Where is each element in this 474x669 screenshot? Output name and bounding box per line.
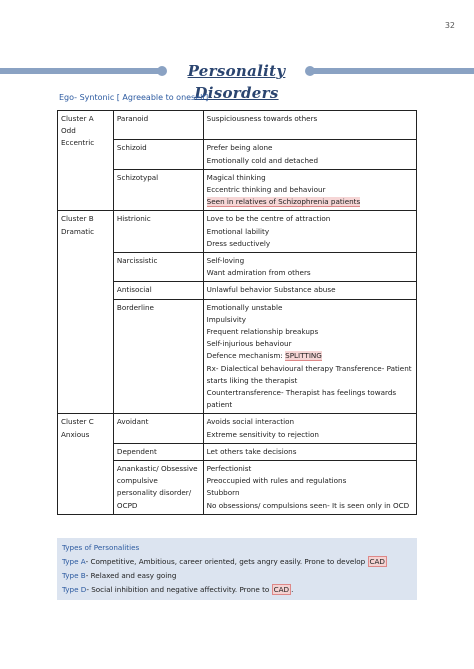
disorder-name: Histrionic xyxy=(116,214,151,224)
features-cell xyxy=(203,414,416,443)
spacer xyxy=(207,125,413,137)
title-rule-left xyxy=(0,68,159,74)
cluster-label: Cluster A xyxy=(61,114,94,123)
feature: Magical thinking xyxy=(206,172,266,182)
feature: Eccentric thinking and behaviour xyxy=(206,185,326,195)
feature: Preoccupied with rules and regulations xyxy=(206,476,347,486)
disorder-name-cell xyxy=(113,211,203,253)
type-d-text: - Social inhibition and negative affectivity. Prone to xyxy=(86,585,272,594)
disorder-name: Avoidant xyxy=(116,417,149,427)
feature: Avoids social interaction xyxy=(206,417,295,427)
features-cell xyxy=(203,111,416,140)
feature: Extreme sensitivity to rejection xyxy=(206,429,319,439)
types-of-personalities-box xyxy=(57,538,417,600)
cluster-label: Eccentric xyxy=(61,138,95,148)
disorder-name: Anankastic/ Obsessive xyxy=(116,464,198,474)
type-d-end: . xyxy=(291,585,294,594)
features-cell xyxy=(203,443,416,460)
personality-disorders-table xyxy=(57,110,417,515)
disorder-name: personality disorder/ xyxy=(116,488,192,498)
feature: No obsessions/ compulsions seen- It is seen only in OCD xyxy=(206,500,410,510)
feature: Emotionally unstable xyxy=(206,302,283,312)
feature: Emotional lability xyxy=(206,226,270,236)
disorder-name-cell xyxy=(113,253,203,282)
type-a-line xyxy=(62,555,412,569)
table-row xyxy=(58,211,417,253)
disorder-name-cell xyxy=(113,461,203,515)
features-cell xyxy=(203,169,416,211)
feature-highlight-wrap xyxy=(207,196,413,208)
feature: Perfectionist xyxy=(206,464,252,474)
feature: Frequent relationship breakups xyxy=(206,327,319,337)
features-cell xyxy=(203,211,416,253)
feature: Emotionally cold and detached xyxy=(206,155,319,165)
features-cell xyxy=(203,282,416,299)
title-rule-right xyxy=(312,68,474,74)
disorder-name: Borderline xyxy=(116,302,154,312)
type-d-key: Type D xyxy=(62,585,87,594)
disorder-name: Schizoid xyxy=(116,143,147,153)
type-b-text: - Relaxed and easy going xyxy=(85,571,177,580)
disorder-name: Antisocial xyxy=(116,285,152,295)
feature: Self-injurious behaviour xyxy=(206,339,292,349)
type-a-text: - Competitive, Ambitious, career oriented, gets angry easily. Prone to develop xyxy=(85,557,368,566)
defence-mechanism-value: SPLITTING xyxy=(285,351,322,361)
feature: Dress seductively xyxy=(206,238,271,248)
page-number: 32 xyxy=(444,21,455,30)
cluster-cell xyxy=(58,211,114,414)
disorder-name: Paranoid xyxy=(116,114,149,123)
features-cell xyxy=(203,299,416,414)
page-title: Personality Disorders xyxy=(187,62,286,102)
type-d-cad: CAD xyxy=(273,585,290,594)
type-a-cad: CAD xyxy=(369,557,385,566)
disorder-name-cell xyxy=(113,299,203,414)
cluster-cell xyxy=(58,111,114,211)
disorder-name-cell xyxy=(113,282,203,299)
feature: Prefer being alone xyxy=(206,143,273,153)
features-cell xyxy=(203,140,416,169)
type-b-line xyxy=(62,569,412,583)
type-d-line xyxy=(62,583,412,597)
feature: Suspiciousness towards others xyxy=(206,114,318,123)
disorder-name-cell xyxy=(113,414,203,443)
type-a-key: Type A xyxy=(62,557,86,566)
disorder-name: Dependent xyxy=(116,446,157,456)
feature: Countertransference- Therapist has feelings towards patient xyxy=(206,388,397,410)
feature: Impulsivity xyxy=(206,314,246,324)
feature: Unlawful behavior Substance abuse xyxy=(206,285,336,295)
feature: Want admiration from others xyxy=(206,268,311,278)
disorder-name: OCPD xyxy=(116,500,138,510)
features-cell xyxy=(203,461,416,515)
disorder-name-cell xyxy=(113,111,203,140)
disorder-name: Narcissistic xyxy=(116,256,158,266)
types-title: Types of Personalities xyxy=(62,543,140,552)
disorder-name: Schizotypal xyxy=(116,172,159,182)
feature: Rx- Dialectical behavioural therapy Transference- Patient starts liking the therapist xyxy=(206,363,412,385)
cluster-label: Cluster B xyxy=(61,214,94,224)
section-heading: Ego- Syntonic [ Agreeable to oneself] xyxy=(59,93,209,102)
cluster-label: Anxious xyxy=(61,429,90,439)
cluster-label: Odd xyxy=(61,126,76,136)
features-cell xyxy=(203,253,416,282)
table-row xyxy=(58,414,417,443)
feature: Love to be the centre of attraction xyxy=(206,214,331,224)
cluster-cell xyxy=(58,414,114,514)
table-row xyxy=(58,111,417,140)
defence-mechanism-line xyxy=(207,350,413,362)
disorder-name-cell xyxy=(113,443,203,460)
type-b-key: Type B xyxy=(62,571,86,580)
feature: Self-loving xyxy=(206,256,245,266)
disorder-name-cell xyxy=(113,140,203,169)
disorder-name-cell xyxy=(113,169,203,211)
cluster-label: Dramatic xyxy=(61,226,95,236)
cluster-label: Cluster C xyxy=(61,417,94,427)
disorder-name: compulsive xyxy=(116,476,158,486)
feature: Let others take decisions xyxy=(206,446,297,456)
feature: Stubborn xyxy=(206,488,240,498)
feature-highlighted: Seen in relatives of Schizophrenia patients xyxy=(206,197,361,207)
defence-mechanism-label: Defence mechanism: xyxy=(206,351,286,361)
